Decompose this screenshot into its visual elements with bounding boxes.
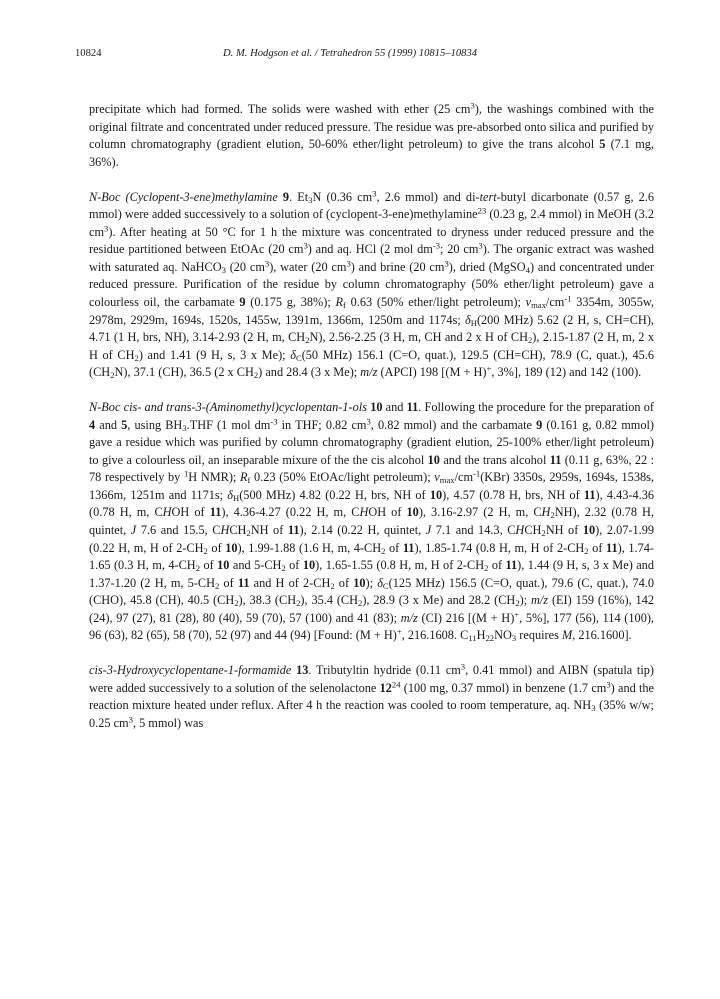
paragraph-compound-9: N-Boc (Cyclopent-3-ene)methylamine 9. $Et_3N$ (0.36 $cm^3$, 2.6 mmol) and di-tert-butyl dicarbonate (0.57 g, 2.6 mmol) were added successively to a solution of (cyclopent-3-ene)methylamine$^{23}$ (0.23 g, 2.4 mmol) in MeOH (3.2 $cm^3$). After heating at 50 °C for 1 h the mixture was concentrated to dryness under reduced pressure and the residue partitioned between EtOAc (20 $cm^3$) and aq. HCl (2 mol $dm^{-3}$; 20 $cm^3$). The organic extract was washed with saturated aq. NaHCO$_3$ (20 $cm^3$), water (20 $cm^3$) and brine (20 $cm^3$), dried (MgSO$_4$) and concentrated under reduced pressure. Purification of the residue by column chromatography (50% ether/light petroleum) gave a colourless oil, the carbamate 9 (0.175 g, 38%); $R_f$ 0.63 (50% ether/light petroleum); $\nu_{max}/cm^{-1}$ 3354m, 3055w, 2978m, 2929m, 1694s, 1520s, 1455w, 1391m, 1366m, 1250m and 1174s; $\delta_H(200$ MHz) 5.62 (2 H, s, CH=CH), 4.71 (1 H, brs, NH), 3.14-2.93 (2 H, m, $CH_2N$), 2.56-2.25 (3 H, m, CH and 2 x H of $CH_2$), 2.15-1.87 (2 H, m, 2 x H of $CH_2$) and 1.41 (9 H, s, 3 x Me); $\delta_C(50$ MHz) 156.1 (C=O, quat.), 129.5 (CH=CH), 78.9 (C, quat.), 45.6 $(CH_2N)$, 37.1 (CH), 36.5 (2 x $CH_2$) and 28.4 (3 x Me); m/z (APCI) 198 [(M + H)+, 3%], 189 (12) and 142 (100). — [89, 187, 655, 381]
paragraph-compounds-10-11: N-Boc cis- and trans-3-(Aminomethyl)cyclopentan-1-ols 10 and 11. Following the procedure for the preparation of 4 and 5, using $BH_3.THF$ (1 mol $dm^{-3}$ in THF; 0.82 $cm^3$, 0.82 mmol) and the carbamate 9 (0.161 g, 0.82 mmol) gave a residue which was purified by column chromatography (gradient elution, 25-100% ether/light petroleum) to give a colourless oil, an inseparable mixure of the the cis alcohol 10 and the trans alcohol 11 (0.11 g, 63%, 22 : 78 respectively by $^1$H NMR); $R_f$ 0.23 (50% EtOAc/light petroleum); $\nu_{max}/cm^{-1}(KBr)$ 3350s, 2959s, 1694s, 1538s, 1366m, 1251m and 1171s; $\delta_H(500$ MHz) 4.82 (0.22 H, brs, NH of 10), 4.57 (0.78 H, brs, NH of 11), 4.43-4.36 (0.78 H, m, CHOH of 11), 4.36-4.27 (0.22 H, m, CHOH of 10), 3.16-2.97 (2 H, m, $CH_2NH$), 2.32 (0.78 H, quintet, J 7.6 and 15.5, $CHCH_2NH$ of 11), 2.14 (0.22 H, quintet, J 7.1 and 14.3, $CHCH_2NH$ of 10), 2.07-1.99 (0.22 H, m, H of $2-CH_2$ of 10), 1.99-1.88 (1.6 H, m, $4-CH_2$ of 11), 1.85-1.74 (0.8 H, m, H of $2-CH_2$ of 11), 1.74-1.65 (0.3 H, m, $4-CH_2$ of 10 and $5-CH_2$ of 10), 1.65-1.55 (0.8 H, m, H of $2-CH_2$ of 11), 1.44 (9 H, s, 3 x Me) and 1.37-1.20 (2 H, m, $5-CH_2$ of 11 and H of $2-CH_2$ of 10); $\delta_C(125$ MHz) 156.5 (C=O, quat.), 79.6 (C, quat.), 74.0 (CHO), 45.8 (CH), 40.5 $(CH_2)$, 38.3 $(CH_2)$, 35.4 $(CH_2)$, 28.9 (3 x Me) and 28.2 $(CH_2)$; m/z (EI) 159 (16%), 142 (24), 97 (27), 81 (28), 80 (40), 59 (70), 57 (100) and 41 (83); m/z (CI) 216 [(M + H)+, 5%], 177 (56), 114 (100), 96 (63), 82 (65), 58 (70), 52 (97) and 44 (94) [Found: (M + H)+, 216.1608. $C_{11}H_{22}NO_3$ requires M, 216.1600]. — [89, 400, 655, 644]
article-body — [89, 101, 654, 733]
paragraph-compound-13: cis-3-Hydroxycyclopentane-1-formamide 13. Tributyltin hydride (0.11 $cm^3$, 0.41 mmol) and AIBN (spatula tip) were added successively to a solution of the selenolactone $12^{24}$ (100 mg, 0.37 mmol) in benzene (1.7 $cm^3$) and the reaction mixture heated under reflux. After 4 h the reaction was cooled to room temperature, aq. $NH_3$ (35% w/w; 0.25 $cm^3$, 5 mmol) was — [89, 661, 654, 730]
page-number: 10824 — [75, 48, 102, 59]
paragraph-continuation: precipitate which had formed. The solids were washed with ether (25 $cm^3$), the washings combined with the original filtrate and concentrated under reduced pressure. The residue was pre-absorbed onto silica and purified by column chromatography (gradient elution, 50-60% ether/light petroleum) to give the trans alcohol 5 (7.1 mg, 36%). — [89, 100, 654, 169]
running-head: D. M. Hodgson et al. / Tetrahedron 55 (1999) 10815–10834 — [223, 48, 478, 59]
